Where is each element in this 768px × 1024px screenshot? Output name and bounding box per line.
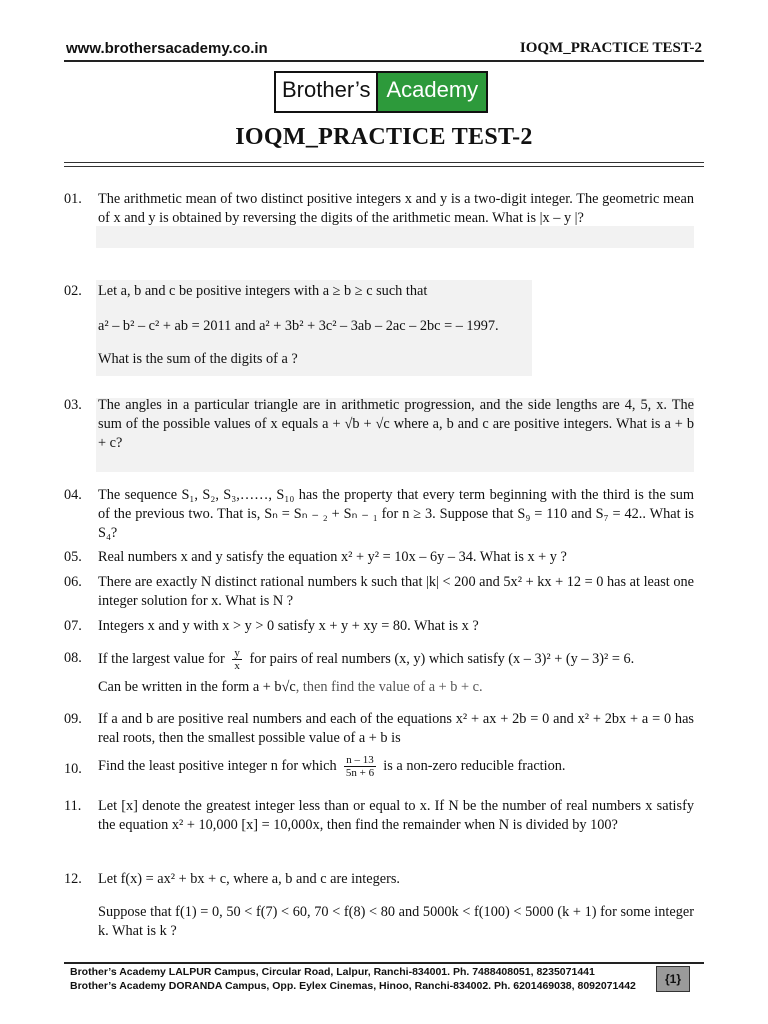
question-number: 11.: [64, 798, 82, 814]
question-text: The arithmetic mean of two distinct positive integers x and y is a two-digit integer. The geometric mean of x and y is obtained by reversing the digits of the arithmetic mean. What is |x – y |?: [98, 191, 694, 226]
header-test-name: IOQM_PRACTICE TEST-2: [519, 40, 702, 56]
page-number-badge: {1}: [656, 966, 690, 992]
question-number: 05.: [64, 549, 82, 565]
question-number: 12.: [64, 871, 82, 887]
title-rule-top: [64, 162, 704, 163]
question-number: 09.: [64, 711, 82, 727]
fraction: [344, 754, 376, 779]
title-rule-bottom: [64, 166, 704, 167]
question-text: There are exactly N distinct rational numbers k such that |k| < 200 and 5x² + kx + 12 = 0 has at least one integer solution for x. What is N ?: [98, 574, 694, 609]
question-text: Let [x] denote the greatest integer less than or equal to x. If N be the number of real numbers x satisfy the equation x² + 10,000 [x] = 10,000x, then find the remainder when N is divided by 100?: [98, 798, 694, 833]
question-equation: a² – b² – c² + ab = 2011 and a² + 3b² + 3c² – 3ab – 2ac – 2bc = – 1997.: [98, 318, 499, 334]
question-number: 07.: [64, 618, 82, 634]
fraction: [232, 647, 242, 672]
question-text: Suppose that f(1) = 0, 50 < f(7) < 60, 70 < f(8) < 80 and 5000k < f(100) < 5000 (k + 1) for some integer k. What is k ?: [98, 904, 694, 939]
fraction-numerator: n – 13: [346, 754, 374, 766]
question-number: 04.: [64, 487, 82, 503]
question-text: Let f(x) = ax² + bx + c, where a, b and c are integers.: [98, 871, 400, 887]
question-text: [98, 678, 694, 697]
question-text-pre: If the largest value for: [98, 650, 225, 667]
question-text: [98, 647, 694, 672]
question-number: 06.: [64, 574, 82, 590]
question-text-ask: , then find the value of a + b + c.: [295, 679, 483, 695]
question-number: 03.: [64, 397, 82, 413]
logo-brothers-text: Brother’s: [282, 77, 371, 102]
question-text-post: is a non-zero reducible fraction.: [383, 757, 566, 774]
footer-rule: [64, 962, 704, 964]
fraction-denominator: x: [234, 660, 240, 672]
question-01: [64, 190, 704, 250]
footer-doranda-address: Brother’s Academy DORANDA Campus, Opp. Eylex Cinemas, Hinoo, Ranchi-834002. Ph. 6201469038, 8092071442: [70, 980, 636, 992]
question-text: If a and b are positive real numbers and each of the equations x² + ax + 2b = 0 and x² + 2bx + a = 0 has real roots, then the smallest possible value of a + b is: [98, 711, 694, 746]
question-text: The sequence S₁, S₂, S₃,……, S₁₀ has the property that every term beginning with the third is the sum of the previous two. That is, Sₙ = Sₙ ₋ ₂ + Sₙ ₋ ₁ for n ≥ 3. Suppose that S₉ = 110 and S₇ = 42.. What is S₄?: [98, 487, 694, 541]
page-title: IOQM_PRACTICE TEST-2: [235, 124, 533, 150]
question-text-pre: Find the least positive integer n for which: [98, 757, 337, 774]
question-text-form: Can be written in the form a + b√c: [98, 679, 296, 695]
fraction-numerator: y: [234, 647, 240, 659]
question-text-post: for pairs of real numbers (x, y) which satisfy (x – 3)² + (y – 3)² = 6.: [249, 650, 635, 667]
brand-logo: [274, 71, 488, 113]
footer-lalpur-address: Brother’s Academy LALPUR Campus, Circular Road, Lalpur, Ranchi-834001. Ph. 7488408051, 8235071441: [70, 966, 595, 978]
question-text: [98, 754, 694, 779]
question-text: Real numbers x and y satisfy the equation x² + y² = 10x – 6y – 34. What is x + y ?: [98, 549, 567, 565]
fraction-denominator: 5n + 6: [345, 767, 375, 779]
question-text: Integers x and y with x > y > 0 satisfy x + y + xy = 80. What is x ?: [98, 618, 479, 634]
question-text: What is the sum of the digits of a ?: [98, 351, 298, 367]
question-text: The angles in a particular triangle are in arithmetic progression, and the side lengths are 4, 5, x. The sum of the possible values of x equals a + √b + √c where a, b and c are positive integers. What is a + b + c?: [98, 397, 694, 451]
question-number: 10.: [64, 761, 82, 777]
header-url[interactable]: www.brothersacademy.co.in: [66, 40, 268, 57]
logo-academy-text: Academy: [376, 73, 486, 111]
header-rule: [64, 60, 704, 62]
question-number: 08.: [64, 650, 82, 666]
question-text: Let a, b and c be positive integers with a ≥ b ≥ c such that: [98, 283, 428, 299]
question-number: 02.: [64, 283, 82, 299]
question-number: 01.: [64, 191, 82, 207]
